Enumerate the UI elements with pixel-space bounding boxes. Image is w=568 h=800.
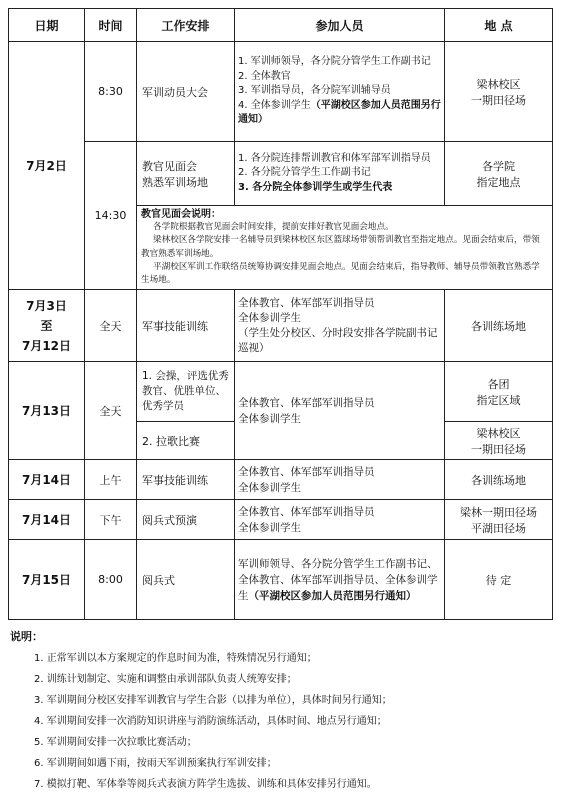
place-cell — [445, 142, 553, 206]
task-cell: 军训动员大会 — [137, 42, 235, 142]
date-line: 7月12日 — [21, 338, 72, 353]
people-cell — [235, 460, 445, 500]
people-line: 全体教官、体军部军训指导员 — [238, 296, 375, 309]
time-cell: 全天 — [85, 290, 137, 362]
people-line: 3. 各分院全体参训学生或学生代表 — [238, 181, 393, 193]
note-item: 1. 正常军训以本方案规定的作息时间为准，特殊情况另行通知； — [34, 653, 317, 664]
people-cell — [235, 500, 445, 540]
description-line: 平湖校区军训工作联络员统筹协调安排见面会地点。见面会结束后，指导教师、辅导员带领教官熟悉学生场地。 — [141, 261, 540, 286]
people-line: 1. 各分院连排帮训教官和体军部军训指导员 — [238, 152, 431, 164]
place-cell — [445, 422, 553, 460]
time-cell: 14:30 — [85, 142, 137, 290]
header-time: 时间 — [85, 9, 137, 42]
people-line: 全体参训学生 — [238, 412, 301, 425]
task-cell: 军事技能训练 — [137, 290, 235, 362]
people-line: 2. 全体教官 — [238, 70, 291, 82]
place-line: 平湖田径场 — [471, 521, 526, 535]
table-row — [9, 500, 553, 540]
note-item: 6. 军训期间如遇下雨，按雨天军训预案执行军训安排； — [34, 758, 277, 769]
table-row — [9, 540, 553, 620]
people-cell — [235, 540, 445, 620]
task-cell: 阅兵式预演 — [137, 500, 235, 540]
date-cell: 7月14日 — [9, 500, 85, 540]
time-cell: 下午 — [85, 500, 137, 540]
note-item: 2. 训练计划制定、实施和调整由承训部队负责人统筹安排； — [34, 674, 297, 685]
date-line: 至 — [40, 318, 53, 333]
place-cell — [445, 500, 553, 540]
table-row — [9, 290, 553, 362]
task-line: 教官见面会 — [142, 159, 197, 173]
task-cell: 1. 会操，评选优秀教官、优胜单位、优秀学员 — [137, 362, 235, 422]
people-note: （平湖校区参加人员范围另行通知） — [248, 589, 417, 602]
place-line: 一期田径场 — [471, 93, 526, 107]
header-people: 参加人员 — [235, 9, 445, 42]
note-item: 5. 军训期间安排一次拉歌比赛活动； — [34, 737, 197, 748]
place-line: 梁林校区 — [476, 77, 521, 91]
date-cell: 7月13日 — [9, 362, 85, 460]
place-line: 各团 — [487, 377, 510, 391]
people-line: 全体参训学生 — [238, 521, 301, 534]
note-item: 4. 军训期间安排一次消防知识讲座与消防演练活动，具体时间、地点另行通知； — [34, 716, 387, 727]
table-row — [9, 42, 553, 142]
description-title: 教官见面会说明： — [141, 209, 221, 220]
note-item: 7. 模拟打靶、军体拳等阅兵式表演方阵学生选拔、训练和具体安排另行通知。 — [34, 779, 377, 790]
time-cell: 8:30 — [85, 42, 137, 142]
task-cell: 2. 拉歌比赛 — [137, 422, 235, 460]
time-cell: 8:00 — [85, 540, 137, 620]
place-line: 各学院 — [482, 159, 515, 173]
task-line: 熟悉军训场地 — [142, 175, 208, 189]
people-line: 3. 军训指导员，各分院军训辅导员 — [238, 85, 391, 97]
place-cell — [445, 362, 553, 422]
table-row — [9, 142, 553, 206]
schedule-table — [8, 8, 553, 620]
people-line: 全体参训学生 — [238, 311, 301, 324]
date-cell: 7月15日 — [9, 540, 85, 620]
people-cell — [235, 42, 445, 142]
description-line: 梁林校区各学院安排一名辅导员到梁林校区东区篮球场带领帮训教官至指定地点。见面会结束后，带领教官熟悉军训场地。 — [141, 235, 540, 259]
place-line: 梁林一期田径场 — [460, 505, 537, 519]
people-line: 全体参训学生 — [238, 481, 301, 494]
meeting-description — [137, 206, 553, 290]
notes-section — [10, 628, 560, 795]
people-line: （学生处分校区、分时段安排各学院副书记巡视） — [238, 326, 438, 354]
people-line: 全体教官、体军部军训指导员 — [238, 505, 375, 518]
people-note: （平湖校区参加人员范围另行通知） — [238, 99, 441, 126]
task-cell: 军事技能训练 — [137, 460, 235, 500]
people-line: 全体教官、体军部军训指导员 — [238, 465, 375, 478]
people-line: 1. 军训师领导，各分院分管学生工作副书记 — [238, 56, 431, 68]
note-item: 3. 军训期间分校区安排军训教官与学生合影（以排为单位），具体时间另行通知； — [34, 695, 392, 706]
place-cell: 各训练场地 — [445, 290, 553, 362]
place-line: 指定地点 — [476, 175, 521, 189]
place-line: 一期田径场 — [471, 442, 526, 456]
time-cell: 全天 — [85, 362, 137, 460]
place-cell: 各训练场地 — [445, 460, 553, 500]
place-line: 指定区域 — [476, 393, 521, 407]
header-date: 日期 — [9, 9, 85, 42]
date-line: 7月3日 — [26, 298, 67, 313]
description-line: 各学院根据教官见面会时间安排，提前安排好教官见面会地点。 — [153, 222, 394, 233]
date-cell — [9, 290, 85, 362]
table-row — [9, 460, 553, 500]
place-line: 梁林校区 — [476, 426, 521, 440]
date-cell: 7月14日 — [9, 460, 85, 500]
header-task: 工作安排 — [137, 9, 235, 42]
people-text: 军训师领导、各分院分管学生工作副书记、全体教官、体军部军训指导员、全体参训学生 — [238, 557, 438, 602]
people-cell — [235, 290, 445, 362]
header-row — [9, 9, 553, 42]
notes-list — [10, 648, 560, 795]
table-row — [9, 362, 553, 422]
place-cell: 待 定 — [445, 540, 553, 620]
people-cell — [235, 142, 445, 206]
time-cell: 上午 — [85, 460, 137, 500]
task-cell: 阅兵式 — [137, 540, 235, 620]
people-line: 2. 各分院分管学生工作副书记 — [238, 167, 371, 179]
people-line: 全体教官、体军部军训指导员 — [238, 396, 375, 409]
place-cell — [445, 42, 553, 142]
date-cell: 7月2日 — [9, 42, 85, 290]
people-line: 4. 全体参训学生 — [238, 99, 311, 111]
task-cell — [137, 142, 235, 206]
people-cell — [235, 362, 445, 460]
header-place: 地 点 — [445, 9, 553, 42]
notes-title: 说明： — [10, 630, 43, 643]
